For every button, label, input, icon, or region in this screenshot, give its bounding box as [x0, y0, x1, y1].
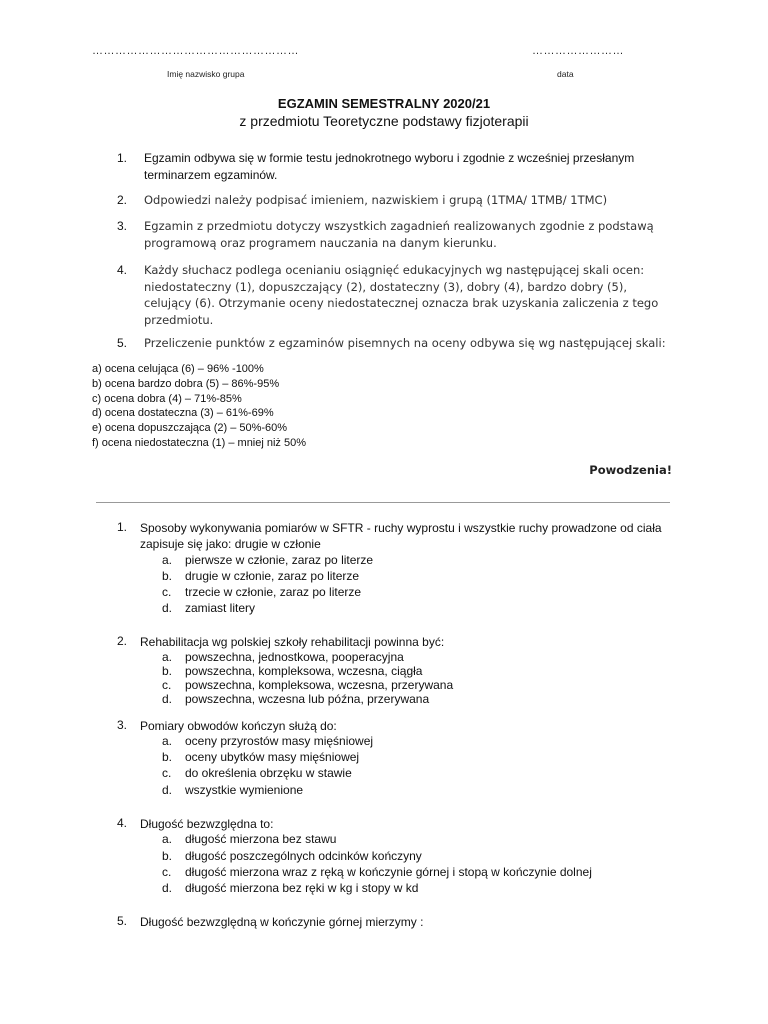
option-letter: c.	[162, 766, 172, 780]
question-number: 1.	[117, 520, 128, 534]
section-divider	[96, 502, 670, 503]
answer-option: drugie w członie, zaraz po literze	[185, 569, 360, 583]
question-number: 3.	[117, 718, 128, 732]
answer-option: powszechna, kompleksowa, wczesna, ciągła	[185, 664, 423, 678]
option-letter: c.	[162, 865, 172, 879]
answer-option: do określenia obrzęku w stawie	[185, 766, 352, 780]
question-text: Sposoby wykonywania pomiarów w SFTR - ruchy wyprostu i wszystkie ruchy prowadzone od ciała zapisuje się jako: drugie w członie	[140, 521, 662, 551]
date-label: data	[557, 69, 574, 79]
option-letter: b.	[162, 569, 173, 583]
question-text: Długość bezwzględną w kończynie górnej mierzymy :	[140, 915, 424, 929]
date-dotted-line: ……………………	[532, 45, 624, 57]
question-number: 4.	[117, 816, 128, 830]
option-letter: c.	[162, 585, 172, 599]
question-number: 5.	[117, 914, 128, 928]
rule-item	[117, 150, 677, 183]
grade-scale-item: a) ocena celująca (6) – 96% -100%	[92, 363, 264, 375]
rule-text: Odpowiedzi należy podpisać imieniem, nazwiskiem i grupą (1TMA/ 1TMB/ 1TMC)	[144, 193, 608, 207]
answer-option: pierwsze w członie, zaraz po literze	[185, 553, 374, 567]
rule-number: 2.	[117, 193, 128, 207]
grade-scale-item: e) ocena dopuszczająca (2) – 50%-60%	[92, 422, 288, 434]
rule-text: Każdy słuchacz podlega ocenianiu osiągnięć edukacyjnych wg następującej skali ocen: niedostateczny (1), dopuszczający (2), dostateczny (3), dobry (4), bardzo dobry (5), celujący (6). Otrzymanie oceny niedostatecznej oznacza brak uzyskania zaliczenia z tego przedmiotu.	[144, 263, 659, 327]
grade-scale-item: c) ocena dobra (4) – 71%-85%	[92, 393, 242, 405]
option-letter: a.	[162, 553, 173, 567]
exam-title: EGZAMIN SEMESTRALNY 2020/21	[277, 96, 491, 111]
answer-option: długość mierzona wraz z ręką w kończynie górnej i stopą w kończynie dolnej	[185, 865, 592, 879]
answer-option: długość mierzona bez stawu	[185, 832, 337, 846]
option-letter: a.	[162, 734, 173, 748]
option-letter: b.	[162, 849, 173, 863]
question-text: Długość bezwzględna to:	[140, 817, 274, 831]
answer-option: powszechna, wczesna lub późna, przerywana	[185, 692, 430, 706]
answer-option: długość poszczególnych odcinków kończyny	[185, 849, 422, 863]
grade-scale-item: d) ocena dostateczna (3) – 61%-69%	[92, 407, 274, 419]
name-label: Imię nazwisko grupa	[167, 69, 245, 79]
question-text: Pomiary obwodów kończyn służą do:	[140, 719, 337, 733]
answer-option: oceny ubytków masy mięśniowej	[185, 750, 360, 764]
option-letter: d.	[162, 783, 173, 797]
option-letter: d.	[162, 881, 173, 895]
rule-number: 5.	[117, 336, 128, 350]
rule-text: Przeliczenie punktów z egzaminów pisemnych na oceny odbywa się wg następującej skali:	[144, 336, 666, 350]
rule-item	[117, 218, 677, 251]
good-luck-text: Powodzenia!	[589, 463, 672, 477]
option-letter: c.	[162, 678, 172, 692]
answer-option: oceny przyrostów masy mięśniowej	[185, 734, 374, 748]
rule-text: Egzamin odbywa się w formie testu jednokrotnego wyboru i zgodnie z wcześniej przesłanym terminarzem egzaminów.	[144, 151, 635, 182]
option-letter: d.	[162, 601, 173, 615]
question-text: Rehabilitacja wg polskiej szkoły rehabilitacji powinna być:	[140, 635, 445, 649]
answer-option: powszechna, jednostkowa, pooperacyjna	[185, 650, 404, 664]
answer-option: długość mierzona bez ręki w kg i stopy w kd	[185, 881, 419, 895]
rule-number: 4.	[117, 263, 128, 277]
option-letter: b.	[162, 664, 173, 678]
rule-text: Egzamin z przedmiotu dotyczy wszystkich zagadnień realizowanych zgodnie z podstawą programową oraz programem nauczania na danym kierunku.	[144, 219, 654, 250]
option-letter: d.	[162, 692, 173, 706]
answer-option: trzecie w członie, zaraz po literze	[185, 585, 362, 599]
exam-subtitle: z przedmiotu Teoretyczne podstawy fizjoterapii	[239, 113, 529, 129]
option-letter: a.	[162, 650, 173, 664]
rule-number: 3.	[117, 219, 128, 233]
option-letter: a.	[162, 832, 173, 846]
rule-item	[117, 335, 677, 352]
rule-number: 1.	[117, 151, 128, 165]
grade-scale-item: f) ocena niedostateczna (1) – mniej niż 50%	[92, 437, 307, 449]
grade-scale-item: b) ocena bardzo dobra (5) – 86%-95%	[92, 378, 280, 390]
rule-item	[117, 262, 677, 328]
question-number: 2.	[117, 634, 128, 648]
name-dotted-line: ………………………………………………	[92, 45, 299, 57]
answer-option: powszechna, kompleksowa, wczesna, przerywana	[185, 678, 454, 692]
option-letter: b.	[162, 750, 173, 764]
answer-option: wszystkie wymienione	[185, 783, 304, 797]
answer-option: zamiast litery	[185, 601, 256, 615]
rule-item	[117, 192, 677, 209]
